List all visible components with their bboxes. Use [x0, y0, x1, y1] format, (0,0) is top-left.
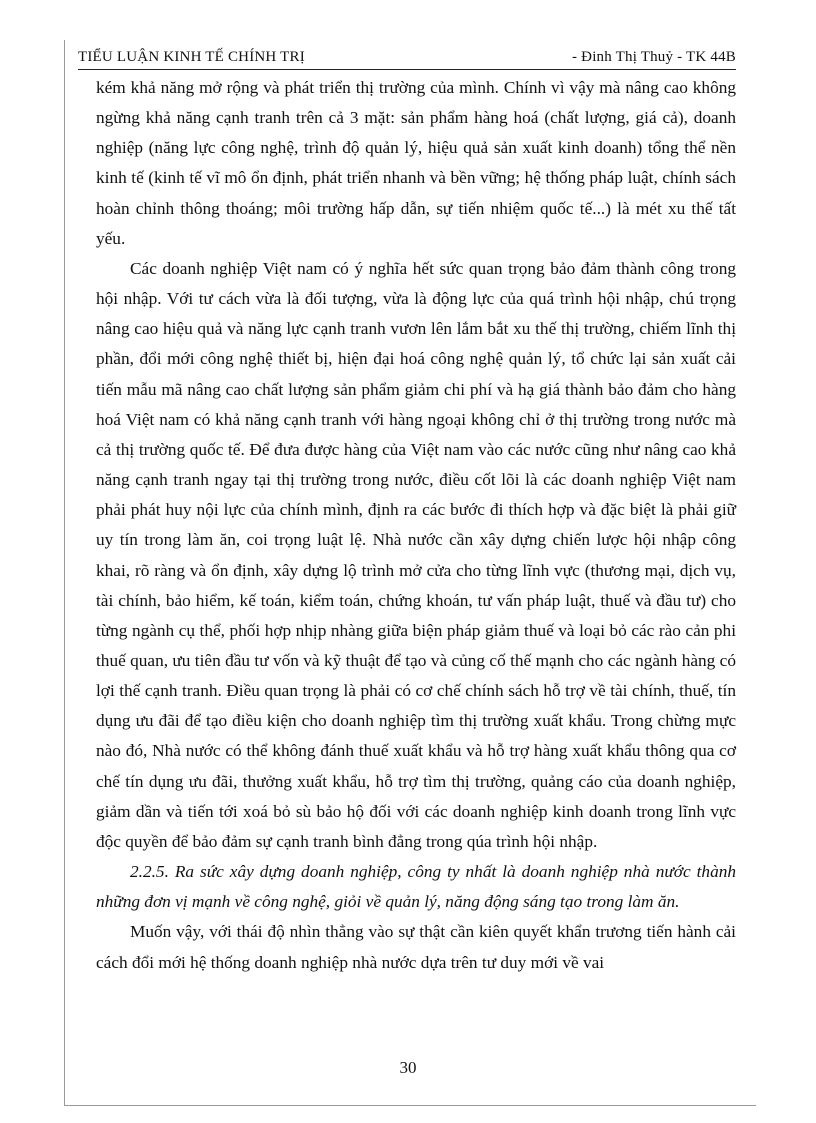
document-body	[96, 73, 736, 978]
paragraph: Muốn vậy, với thái độ nhìn thẳng vào sự thật cần kiên quyết khẩn trương tiến hành cải cách đổi mới hệ thống doanh nghiệp nhà nước dựa trên tư duy mới về vai	[96, 922, 736, 972]
header-author: - Đinh Thị Thuỷ - TK 44B	[572, 49, 736, 65]
paragraph-continued: kém khả năng mở rộng và phát triển thị trường của mình. Chính vì vậy mà nâng cao không ngừng khả năng cạnh tranh trên cả 3 mặt: sản phẩm hàng hoá (chất lượng, giá cả), doanh nghiệp (năng lực công nghệ, trình độ quản lý, hiệu quả sản xuất kinh doanh) tổng thể nền kinh tế (kinh tế vĩ mô ổn định, phát triển nhanh và bền vững; hệ thống pháp luật, chính sách hoàn chỉnh thông thoáng; môi trường hấp dẫn, sự tiến nhiệm quốc tế...) là mét xu thế tất yếu.	[96, 78, 736, 248]
paragraph: Các doanh nghiệp Việt nam có ý nghĩa hết sức quan trọng bảo đảm thành công trong hội nhập. Với tư cách vừa là đối tượng, vừa là động lực của quá trình hội nhập, chú trọng nâng cao hiệu quả và năng lực cạnh tranh vươn lên lắm bắt xu thế thị trường, chiếm lĩnh thị phần, đổi mới công nghệ thiết bị, hiện đại hoá công nghệ quản lý, tổ chức lại sản xuất cải tiến mẫu mã nâng cao chất lượng sản phẩm giảm chi phí và hạ giá thành bảo đảm cho hàng hoá Việt nam có khả năng cạnh tranh với hàng ngoại không chỉ ở thị trường trong nước mà cả thị trường quốc tế. Để đưa được hàng của Việt nam vào các nước cũng như nâng cao khả năng cạnh tranh ngay tại thị trường trong nước, điều cốt lõi là các doanh nghiệp Việt nam phải phát huy nội lực của chính mình, định ra các bước đi thích hợp và đặc biệt là phải giữ uy tín trong làm ăn, coi trọng luật lệ. Nhà nước cần xây dựng chiến lược hội nhập công khai, rõ ràng và ổn định, xây dựng lộ trình mở cửa cho từng lĩnh vực (thương mại, dịch vụ, tài chính, bảo hiểm, kế toán, kiểm toán, chứng khoán, tư vấn pháp luật, thuế và đầu tư) cho từng ngành cụ thể, phối hợp nhịp nhàng giữa biện pháp giảm thuế và loại bỏ các rào cản phi thuế quan, ưu tiên đầu tư vốn và kỹ thuật để tạo và củng cố thế mạnh cho các ngành hàng có lợi thế cạnh tranh. Điều quan trọng là phải có cơ chế chính sách hỗ trợ về tài chính, thuế, tín dụng ưu đãi để tạo điều kiện cho doanh nghiệp tìm thị trường xuất khẩu. Trong chừng mực nào đó, Nhà nước có thể không đánh thuế xuất khẩu và hỗ trợ hàng xuất khẩu thông qua cơ chế tín dụng ưu đãi, thưởng xuất khẩu, hỗ trợ tìm thị trường, quảng cáo của doanh nghiệp, giảm dần và tiến tới xoá bỏ sù bảo hộ đối với các doanh nghiệp kinh doanh trong lĩnh vực độc quyền để bảo đảm sự cạnh tranh bình đẳng trong qúa trình hội nhập.	[96, 258, 736, 851]
header-title: TIỂU LUẬN KINH TẾ CHÍNH TRỊ	[78, 49, 305, 65]
page-number: 30	[399, 1058, 417, 1077]
page-header	[78, 47, 736, 70]
section-heading: 2.2.5. Ra sức xây dựng doanh nghiệp, công ty nhất là doanh nghiệp nhà nước thành những đơn vị mạnh về công nghệ, giỏi về quản lý, năng động sáng tạo trong làm ăn.	[96, 862, 736, 912]
